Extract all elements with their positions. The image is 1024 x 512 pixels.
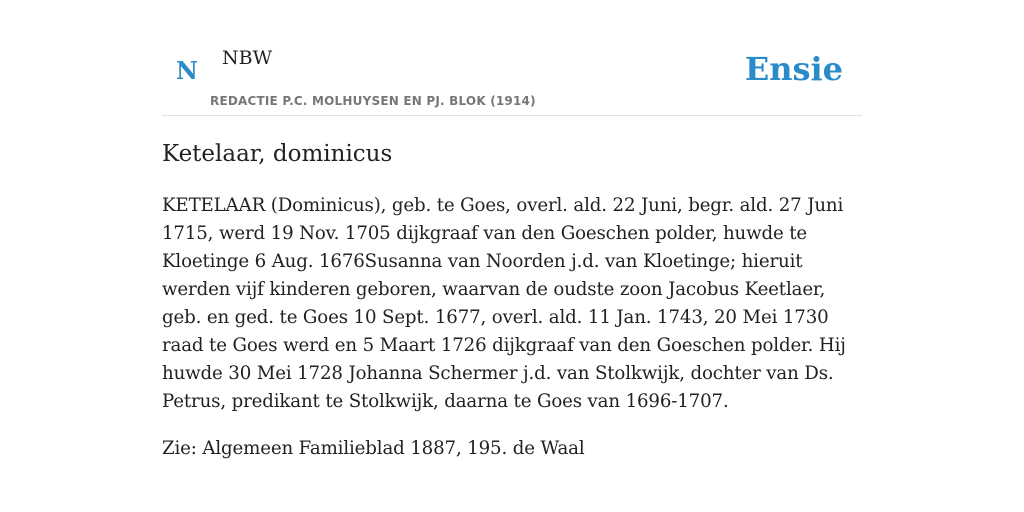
source-logo[interactable]: N	[176, 56, 198, 85]
source-header	[162, 0, 862, 116]
source-editors: REDACTIE P.C. MOLHUYSEN EN PJ. BLOK (1914)	[210, 94, 536, 108]
ensie-logo[interactable]: Ensie	[744, 50, 843, 88]
article-body: KETELAAR (Dominicus), geb. te Goes, overl. ald. 22 Juni, begr. ald. 27 Juni 1715, werd 19 Nov. 1705 dijkgraaf van den Goeschen polder, huwde te Kloetinge 6 Aug. 1676Susanna van Noorden j.d. van Kloetinge; hieruit werden vijf kinderen geboren, waarvan de oudste zoon Jacobus Keetlaer, geb. en ged. te Goes 10 Sept. 1677, overl. ald. 11 Jan. 1743, 20 Mei 1730 raad te Goes werd en 5 Maart 1726 dijkgraaf van den Goeschen polder. Hij huwde 30 Mei 1728 Johanna Schermer j.d. van Stolkwijk, dochter van Ds. Petrus, predikant te Stolkwijk, daarna te Goes van 1696-1707.	[162, 195, 846, 412]
page-content	[162, 0, 862, 512]
source-name[interactable]: NBW	[222, 47, 273, 69]
article-title: Ketelaar, dominicus	[162, 141, 393, 167]
article-reference: Zie: Algemeen Familieblad 1887, 195. de Waal	[162, 438, 585, 459]
